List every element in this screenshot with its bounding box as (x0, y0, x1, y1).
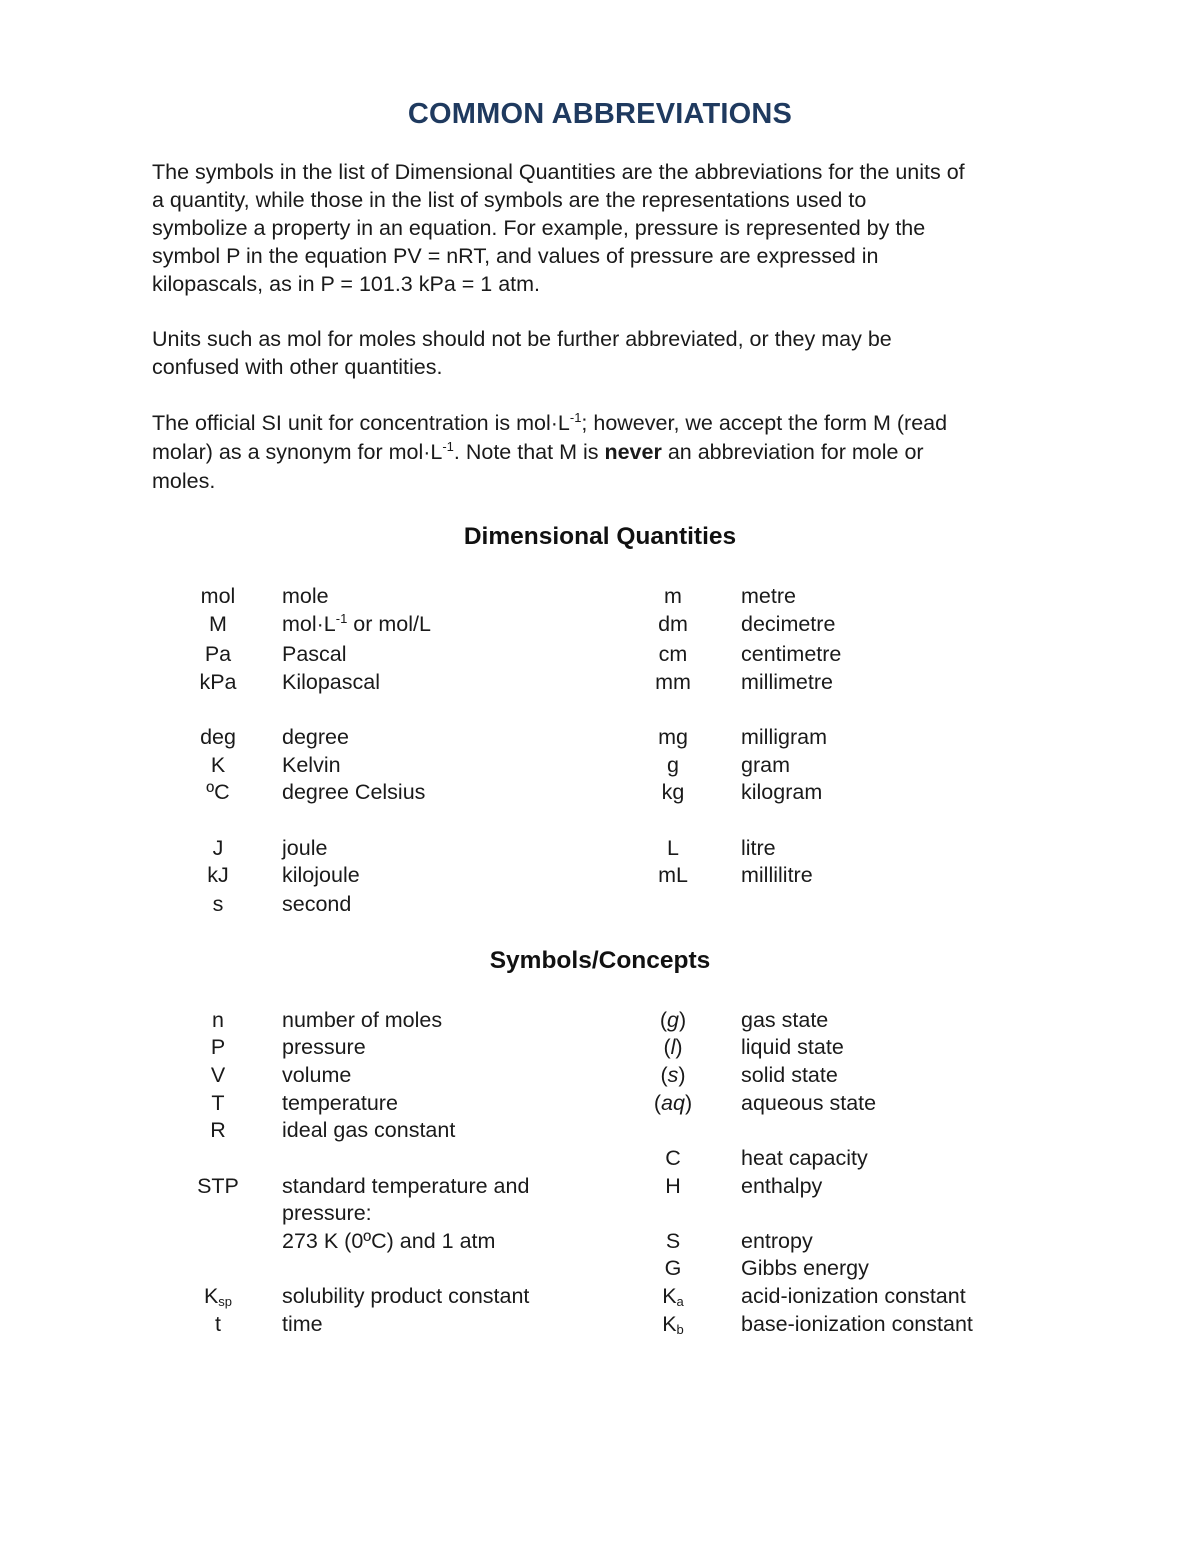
unit-symbol: kJ (207, 863, 229, 887)
unit-symbol: kPa (199, 670, 237, 694)
symbol-description: solid state (741, 1063, 838, 1087)
unit-name: joule (282, 836, 328, 860)
unit-name: Kilopascal (282, 670, 380, 694)
unit-symbol: M (209, 612, 227, 636)
table-row (0, 1199, 1200, 1227)
symbol-description: entropy (741, 1229, 813, 1253)
unit-name: gram (741, 753, 790, 777)
table-row (0, 834, 1200, 862)
unit-name: kilojoule (282, 863, 360, 887)
table-row (0, 861, 1200, 889)
unit-symbol: mm (655, 670, 691, 694)
unit-name: millilitre (741, 863, 813, 887)
intro-paragraph-1 (152, 158, 1052, 298)
superscript: -1 (335, 611, 348, 626)
table-row (0, 890, 1200, 918)
intro-paragraph-3 (152, 409, 1052, 496)
unit-name: kilogram (741, 780, 823, 804)
table-row (0, 668, 1200, 696)
text-line: moles. (152, 469, 216, 493)
symbol: P (210, 1035, 226, 1059)
symbol: C (665, 1146, 681, 1170)
table-row (0, 778, 1200, 806)
unit-symbol: Pa (204, 642, 232, 666)
dimensional-heading: Dimensional Quantities (463, 523, 737, 550)
unit-symbol: mg (658, 725, 688, 749)
table-row (0, 1089, 1200, 1117)
unit-name: milligram (741, 725, 827, 749)
symbol: $K_a$ (662, 1284, 684, 1309)
unit-symbol: kg (661, 780, 685, 804)
unit-symbol: deg (200, 725, 236, 749)
unit-name (282, 610, 612, 638)
symbol-description: volume (282, 1063, 352, 1087)
table-row (0, 1254, 1200, 1282)
text-line: symbol P in the equation PV = nRT, and values of pressure are expressed in (152, 244, 879, 268)
symbol-description: aqueous state (741, 1091, 877, 1115)
superscript: -1 (569, 410, 582, 425)
symbols-heading: Symbols/Concepts (489, 947, 711, 974)
unit-symbol: mol (200, 584, 236, 608)
table-row (0, 1116, 1200, 1144)
symbol: $K_b$ (662, 1312, 684, 1337)
symbol-description: 273 K (0ºC) and 1 atm (282, 1229, 496, 1253)
text-span: . Note that M is (453, 440, 605, 464)
table-row (0, 1227, 1200, 1255)
unit-name: mole (282, 584, 329, 608)
symbol: (aq) (653, 1091, 693, 1115)
symbol-description: number of moles (282, 1008, 443, 1032)
table-row (0, 723, 1200, 751)
superscript: -1 (442, 439, 454, 454)
symbol-description: gas state (741, 1008, 829, 1032)
unit-name: degree (282, 725, 349, 749)
symbol-description: liquid state (741, 1035, 844, 1059)
unit-symbol: L (667, 836, 679, 860)
symbol: H (665, 1174, 681, 1198)
unit-name: Kelvin (282, 753, 341, 777)
unit-name: degree Celsius (282, 780, 426, 804)
symbol: $K_{sp}$ (203, 1284, 233, 1309)
symbol: t (215, 1312, 221, 1336)
text-line: a quantity, while those in the list of symbols are the representations used to (152, 188, 867, 212)
text-span: or mol/L (347, 612, 431, 636)
unit-name: second (282, 892, 352, 916)
table-row (0, 582, 1200, 610)
unit-symbol: s (212, 892, 224, 916)
table-row (0, 1310, 1200, 1338)
symbol-description: standard temperature and (282, 1174, 530, 1198)
symbol: n (212, 1008, 224, 1032)
symbol: G (664, 1256, 682, 1280)
symbol-description: heat capacity (741, 1146, 868, 1170)
symbol: R (210, 1118, 226, 1142)
table-row (0, 1172, 1200, 1200)
symbol: T (211, 1091, 225, 1115)
symbol: (l) (663, 1035, 683, 1059)
table-row (0, 1006, 1200, 1034)
table-row (0, 640, 1200, 668)
text-line: confused with other quantities. (152, 355, 443, 379)
symbol-description: ideal gas constant (282, 1118, 456, 1142)
unit-name: Pascal (282, 642, 347, 666)
symbol: STP (197, 1174, 239, 1198)
symbol-description: pressure (282, 1035, 366, 1059)
unit-symbol: m (664, 584, 682, 608)
text-span: molar) as a synonym for mol·L (152, 440, 443, 464)
unit-symbol: K (210, 753, 226, 777)
symbol-description: Gibbs energy (741, 1256, 869, 1280)
symbol-description: solubility product constant (282, 1284, 530, 1308)
text-line: kilopascals, as in P = 101.3 kPa = 1 atm. (152, 272, 541, 296)
intro-paragraph-2 (152, 325, 1052, 381)
unit-symbol: ºC (206, 780, 230, 804)
symbol: S (665, 1229, 681, 1253)
text-line: Units such as mol for moles should not be further abbreviated, or they may be (152, 327, 892, 351)
text-span: an abbreviation for mole or (661, 440, 924, 464)
unit-name: centimetre (741, 642, 842, 666)
symbol-description: pressure: (282, 1201, 372, 1225)
symbol-description: acid-ionization constant (741, 1284, 966, 1308)
unit-name: metre (741, 584, 796, 608)
unit-symbol: J (212, 836, 224, 860)
symbol: (s) (660, 1063, 686, 1087)
table-row (0, 610, 1200, 638)
bold-emphasis: never (604, 440, 662, 464)
unit-name: litre (741, 836, 776, 860)
text-span: ; however, we accept the form M (read (581, 411, 948, 435)
unit-symbol: dm (658, 612, 688, 636)
symbol: V (210, 1063, 226, 1087)
text-span: The official SI unit for concentration is mol·L (152, 411, 570, 435)
page-title: COMMON ABBREVIATIONS (407, 98, 793, 130)
table-row (0, 1033, 1200, 1061)
table-row (0, 751, 1200, 779)
text-line (152, 438, 1052, 467)
table-row (0, 1061, 1200, 1089)
unit-symbol: mL (658, 863, 688, 887)
symbol: (g) (659, 1008, 687, 1032)
unit-symbol: cm (658, 642, 688, 666)
text-line (152, 409, 1052, 438)
text-span: mol·L (282, 612, 336, 636)
symbol-description: base-ionization constant (741, 1312, 973, 1336)
unit-name: millimetre (741, 670, 833, 694)
symbol-description: temperature (282, 1091, 398, 1115)
table-row (0, 1144, 1200, 1172)
symbol-description: time (282, 1312, 323, 1336)
text-line: symbolize a property in an equation. For example, pressure is represented by the (152, 216, 926, 240)
unit-symbol: g (667, 753, 679, 777)
symbol-description: enthalpy (741, 1174, 823, 1198)
table-row (0, 1282, 1200, 1310)
unit-name: decimetre (741, 612, 836, 636)
text-line: The symbols in the list of Dimensional Quantities are the abbreviations for the units of (152, 160, 965, 184)
